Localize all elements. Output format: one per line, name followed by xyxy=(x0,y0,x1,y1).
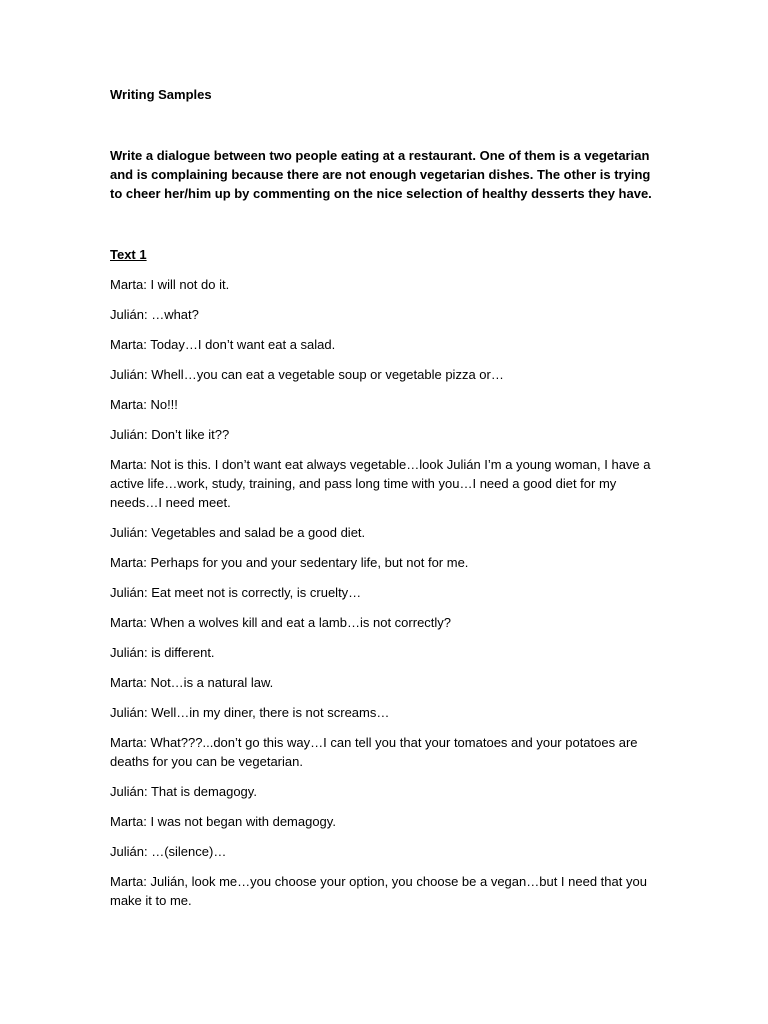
writing-prompt: Write a dialogue between two people eating at a restaurant. One of them is a vegetarian and is complaining because there are not enough vegetarian dishes. The other is trying to cheer her/him up by commenting on the nice selection of healthy desserts they have. xyxy=(110,148,652,201)
dialogue-line: Julián: Vegetables and salad be a good diet. xyxy=(110,525,366,540)
dialogue-line: Marta: Not…is a natural law. xyxy=(110,675,274,690)
dialogue-line: Marta: No!!! xyxy=(110,397,178,412)
dialogue-line: Julián: Well…in my diner, there is not screams… xyxy=(110,705,390,720)
document-body xyxy=(110,85,655,910)
dialogue-line: Julián: Eat meet not is correctly, is cruelty… xyxy=(110,585,362,600)
section-heading: Text 1 xyxy=(110,247,147,262)
dialogue-line: Julián: Whell…you can eat a vegetable soup or vegetable pizza or… xyxy=(110,367,504,382)
dialogue-line: Marta: What???...don’t go this way…I can tell you that your tomatoes and your potatoes are deaths for you can be vegetarian. xyxy=(110,735,638,769)
dialogue-line: Julián: is different. xyxy=(110,645,215,660)
dialogue-line: Marta: Today…I don’t want eat a salad. xyxy=(110,337,336,352)
dialogue-line: Marta: I was not began with demagogy. xyxy=(110,814,336,829)
dialogue-line: Julián: Don’t like it?? xyxy=(110,427,230,442)
dialogue-line: Marta: I will not do it. xyxy=(110,277,230,292)
dialogue-line: Marta: When a wolves kill and eat a lamb…is not correctly? xyxy=(110,615,452,630)
dialogue-line: Marta: Julián, look me…you choose your option, you choose be a vegan…but I need that you make it to me. xyxy=(110,874,647,908)
dialogue-line: Marta: Perhaps for you and your sedentary life, but not for me. xyxy=(110,555,469,570)
dialogue xyxy=(110,275,655,910)
document-title: Writing Samples xyxy=(110,87,212,102)
dialogue-line: Julián: …what? xyxy=(110,307,199,322)
dialogue-line: Julián: …(silence)… xyxy=(110,844,227,859)
dialogue-line: Julián: That is demagogy. xyxy=(110,784,257,799)
dialogue-line: Marta: Not is this. I don’t want eat always vegetable…look Julián I’m a young woman, I have a active life…work, study, training, and pass long time with you…I need a good diet for my needs…I need meet. xyxy=(110,457,651,510)
